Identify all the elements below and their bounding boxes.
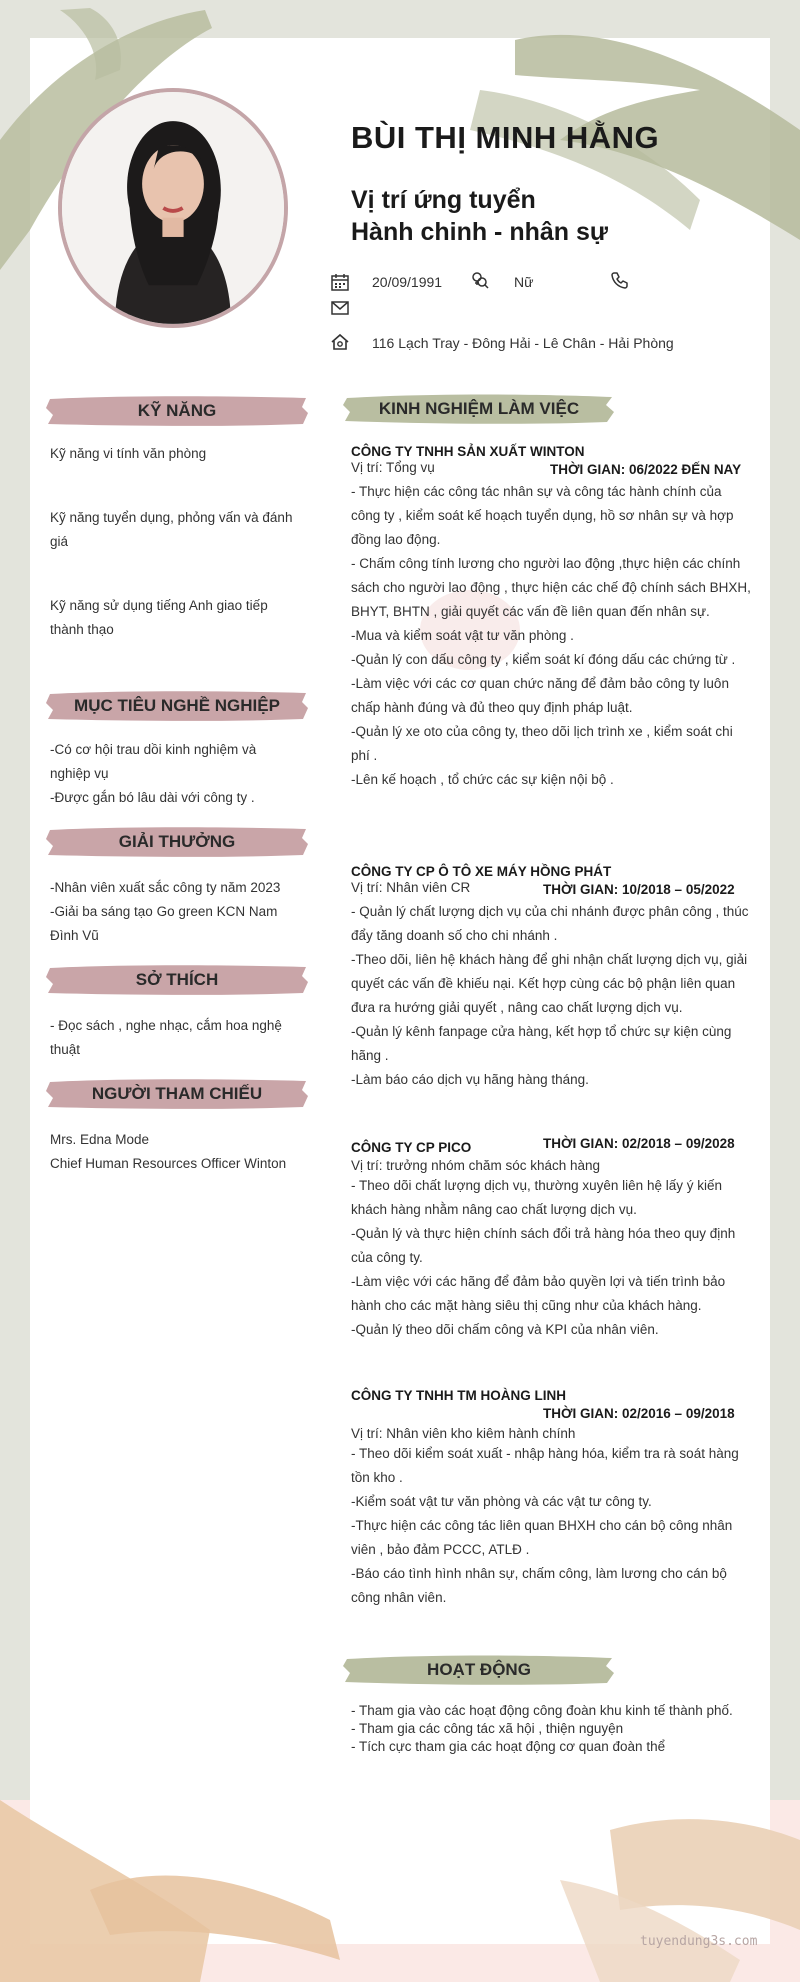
job-period: THỜI GIAN: 02/2016 – 09/2018	[543, 1406, 735, 1421]
objective-title: MỤC TIÊU NGHỀ NGHIỆP	[74, 696, 280, 715]
experience-title: KINH NGHIỆM LÀM VIỆC	[378, 399, 580, 418]
skill-item: Kỹ năng vi tính văn phòng	[50, 446, 207, 461]
section-heading-hobbies	[44, 962, 310, 998]
phone-icon	[610, 270, 630, 290]
gender-icon	[470, 270, 490, 290]
job-duty: -Báo cáo tình hình nhân sự, chấm công, làm lương cho cán bộ công nhân viên.	[351, 1566, 727, 1605]
job-role: Vị trí: trưởng nhóm chăm sóc khách hàng	[351, 1158, 601, 1173]
job-duty: -Quản lý và thực hiện chính sách đổi trả hàng hóa theo quy định của công ty.	[351, 1226, 736, 1265]
skill-item: Kỹ năng sử dụng tiếng Anh giao tiếp thành thạo	[50, 598, 268, 637]
job-duty: -Làm việc với các hãng để đảm bảo quyền lợi và tiến trình bảo hành cho các mặt hàng siêu thị cũng như của khách hàng.	[351, 1274, 726, 1313]
job-role: Vị trí: Tổng vụ	[351, 460, 435, 475]
job-company: CÔNG TY CP PICO	[351, 1140, 472, 1155]
gender: Nữ	[514, 274, 534, 290]
job-company: CÔNG TY CP Ô TÔ XE MÁY HỒNG PHÁT	[351, 864, 612, 879]
birthday: 20/09/1991	[372, 274, 443, 290]
activities-title: HOẠT ĐỘNG	[427, 1660, 531, 1679]
job-duties	[351, 1174, 751, 1342]
job-duty: - Theo dõi chất lượng dịch vụ, thường xuyên liên hệ lấy ý kiến khách hàng nhằm nâng cao chất lượng dịch vụ.	[351, 1178, 722, 1217]
job-duties	[351, 900, 751, 1092]
job-duty: -Quản lý con dấu công ty , kiểm soát kí đóng dấu các chứng từ .	[351, 652, 736, 667]
section-heading-objective	[44, 688, 310, 724]
watermark: tuyendung3s.com	[640, 1934, 758, 1949]
activity-item: - Tham gia các công tác xã hội , thiện nguyện	[351, 1721, 624, 1736]
activity-item: - Tham gia vào các hoạt động công đoàn khu kinh tế thành phố.	[351, 1703, 733, 1718]
job-duty: - Quản lý chất lượng dịch vụ của chi nhánh được phân công , thúc đẩy tăng doanh số cho chi nhánh .	[351, 904, 749, 943]
job-period: THỜI GIAN: 06/2022 ĐẾN NAY	[550, 462, 742, 477]
awards-title: GIẢI THƯỞNG	[118, 832, 236, 851]
job-duty: -Lên kế hoạch , tổ chức các sự kiện nội bộ .	[351, 772, 614, 787]
section-heading-experience	[342, 391, 616, 427]
section-heading-activities	[342, 1652, 616, 1688]
job-duty: - Thực hiện các công tác nhân sự và công tác hành chính của công ty , kiểm soát kế hoạch tuyển dụng, hồ sơ nhân sự và hợp đồng lao động.	[351, 484, 734, 547]
job-duty: -Quản lý xe oto của công ty, theo dõi lịch trình xe , kiểm soát chi phí .	[351, 724, 733, 763]
activity-list	[351, 1702, 751, 1756]
section-heading-skills	[44, 393, 310, 429]
activity-item: - Tích cực tham gia các hoạt động cơ quan đoàn thể	[351, 1739, 666, 1754]
applied-position-label: Vị trí ứng tuyển	[351, 186, 536, 214]
hobbies-title: SỞ THÍCH	[135, 970, 219, 989]
job-company: CÔNG TY TNHH SẢN XUẤT WINTON	[351, 444, 585, 459]
job-duty: -Theo dõi, liên hệ khách hàng để ghi nhận chất lượng dịch vụ, giải quyết các vấn đề khiếu nại. Kết hợp cùng các bộ phận liên quan đưa ra hướng giải quyết , nâng cao chất lượng dịch vụ.	[351, 952, 748, 1015]
section-heading-awards	[44, 824, 310, 860]
job-company: CÔNG TY TNHH TM HOÀNG LINH	[351, 1388, 566, 1403]
address: 116 Lạch Tray - Đông Hải - Lê Chân - Hải Phòng	[372, 335, 674, 351]
job-duties	[351, 480, 751, 792]
job-duty: -Mua và kiểm soát vật tư văn phòng .	[351, 628, 574, 643]
avatar	[62, 92, 284, 324]
job-duty: -Quản lý theo dõi chấm công và KPI của nhân viên.	[351, 1322, 659, 1337]
job-role: Vị trí: Nhân viên kho kiêm hành chính	[351, 1426, 576, 1441]
job-duty: -Thực hiện các công tác liên quan BHXH cho cán bộ công nhân viên , bảo đảm PCCC, ATLĐ .	[351, 1518, 733, 1557]
job-period: THỜI GIAN: 02/2018 – 09/2028	[543, 1136, 735, 1151]
reference-title: Chief Human Resources Officer Winton	[50, 1156, 287, 1171]
award-item: -Nhân viên xuất sắc công ty năm 2023	[50, 880, 281, 895]
objective-item: -Có cơ hội trau dồi kinh nghiệm và nghiệp vụ	[50, 742, 257, 781]
references-title: NGƯỜI THAM CHIẾU	[91, 1084, 263, 1103]
objective-item: -Được gắn bó lâu dài với công ty .	[50, 790, 255, 805]
applied-position-value: Hành chinh - nhân sự	[351, 218, 608, 246]
email-icon	[330, 298, 350, 318]
profile-photo	[58, 88, 288, 328]
hobby-item: - Đọc sách , nghe nhạc, cắm hoa nghệ thuật	[50, 1018, 282, 1057]
award-item: -Giải ba sáng tạo Go green KCN Nam Đình Vũ	[50, 904, 278, 943]
job-period: THỜI GIAN: 10/2018 – 05/2022	[543, 882, 735, 897]
job-duty: -Làm báo cáo dịch vụ hãng hàng tháng.	[351, 1072, 589, 1087]
skills-title: KỸ NĂNG	[137, 401, 217, 420]
calendar-icon	[330, 272, 350, 292]
skill-item: Kỹ năng tuyển dụng, phỏng vấn và đánh giá	[50, 510, 293, 549]
full-name: BÙI THỊ MINH HẰNG	[351, 120, 660, 155]
section-heading-references	[44, 1076, 310, 1112]
job-duty: -Quản lý kênh fanpage cửa hàng, kết hợp tổ chức sự kiện cùng hãng .	[351, 1024, 732, 1063]
job-duty: -Làm việc với các cơ quan chức năng để đảm bảo công ty luôn chấp hành đúng và đủ theo quy định pháp luật.	[351, 676, 729, 715]
job-role: Vị trí: Nhân viên CR	[351, 880, 471, 895]
job-duty: - Theo dõi kiểm soát xuất - nhập hàng hóa, kiểm tra rà soát hàng tồn kho .	[351, 1446, 739, 1485]
home-icon	[330, 332, 350, 352]
reference-name: Mrs. Edna Mode	[50, 1132, 150, 1147]
applied-position	[351, 184, 608, 248]
job-duties	[351, 1442, 751, 1610]
job-duty: -Kiểm soát vật tư văn phòng và các vật tư công ty.	[351, 1494, 652, 1509]
job-duty: - Chấm công tính lương cho người lao động ,thực hiện các chính sách cho người lao động , thực hiện các chế độ chính sách BHXH, BHYT, BHTN , giải quyết các vấn đề liên quan đến nhân sự.	[351, 556, 751, 619]
